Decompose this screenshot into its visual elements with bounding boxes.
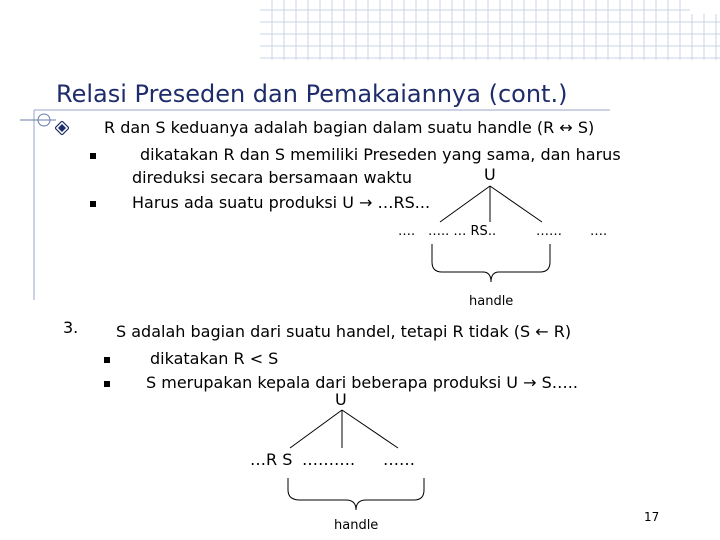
section1-line3: Harus ada suatu produksi U → …RS... bbox=[132, 193, 431, 212]
section1-tree-leaf4: …. bbox=[590, 224, 608, 239]
section2-heading: S adalah bagian dari suatu handel, tetapi R tidak (S ← R) bbox=[116, 322, 572, 341]
section1-line2: direduksi secara bersamaan waktu bbox=[132, 168, 413, 187]
section1-brace-label: handle bbox=[469, 294, 514, 309]
section1-heading: R dan S keduanya adalah bagian dalam suatu handle (R ↔ S) bbox=[104, 118, 595, 137]
slide-title: Relasi Preseden dan Pemakaiannya (cont.) bbox=[56, 80, 568, 108]
page-number: 17 bbox=[644, 510, 660, 524]
section1-tree-root: U bbox=[484, 165, 496, 184]
section1-tree-leaf1: …. bbox=[398, 224, 416, 239]
section2-tree-leaf2: ………. bbox=[302, 450, 356, 469]
section2-number: 3. bbox=[63, 318, 79, 337]
section1-tree-leaf2: ….. … RS.. bbox=[428, 224, 497, 239]
section2-brace-label: handle bbox=[334, 518, 379, 533]
section1-tree-leaf3: …… bbox=[536, 224, 562, 239]
section2-tree-leaf3: …… bbox=[383, 450, 415, 469]
section1-line1: dikatakan R dan S memiliki Preseden yang sama, dan harus bbox=[140, 145, 621, 164]
section2-tree-root: U bbox=[335, 390, 347, 409]
section2-line1: dikatakan R < S bbox=[150, 349, 279, 368]
section2-line2: S merupakan kepala dari beberapa produksi U → S….. bbox=[146, 373, 578, 392]
section2-tree-leaf1: …R S bbox=[250, 450, 293, 469]
